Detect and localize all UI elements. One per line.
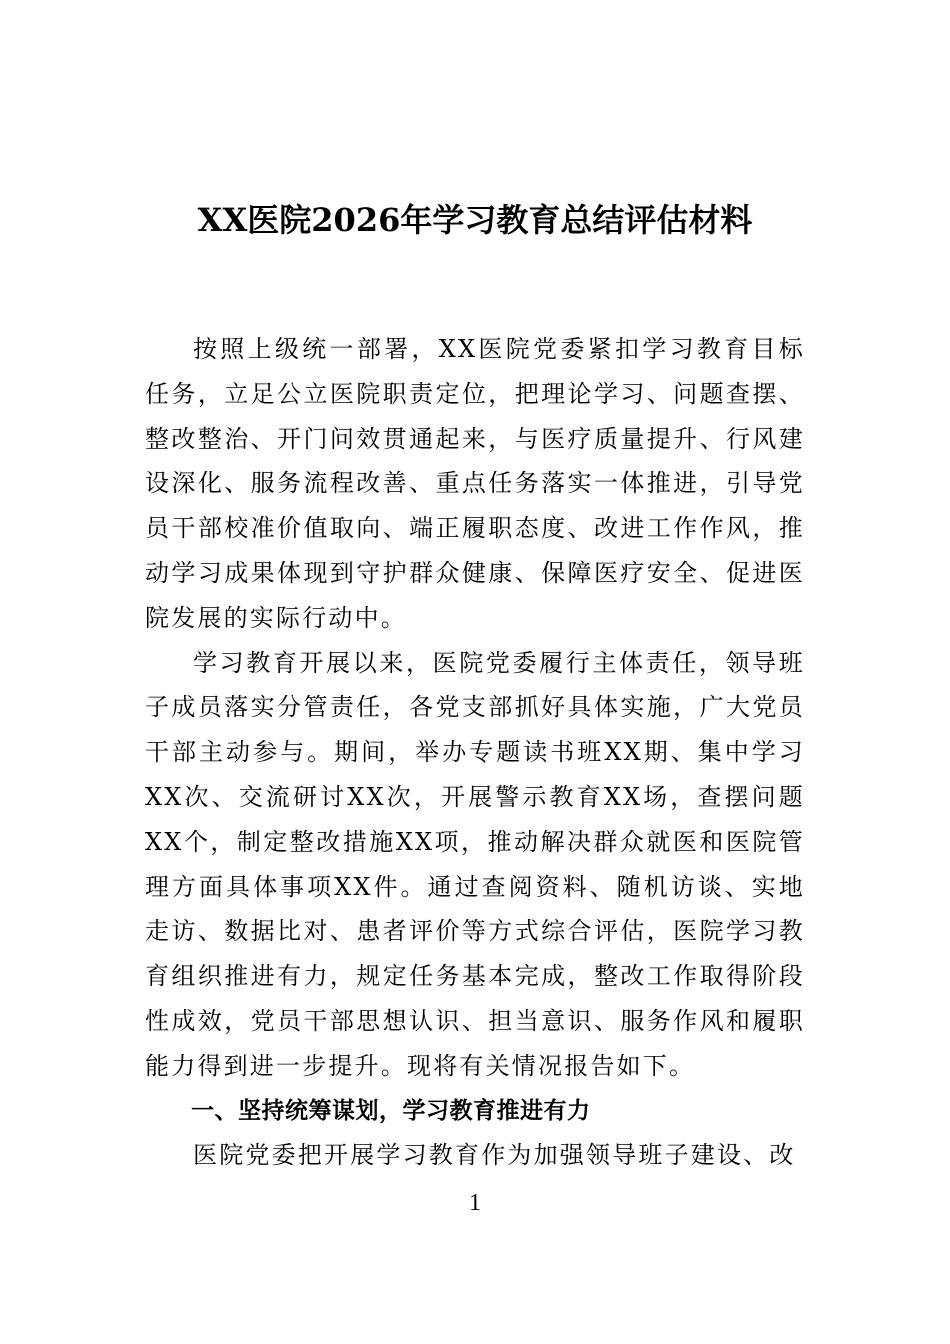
section-paragraph: 医院党委把开展学习教育作为加强领导班子建设、改 <box>193 1141 796 1170</box>
document-body <box>145 327 805 1178</box>
body-paragraph-1: 按照上级统一部署，XX医院党委紧扣学习教育目标任务，立足公立医院职责定位，把理论学习、问题查摆、整改整治、开门问效贯通起来，与医疗质量提升、行风建设深化、服务流程改善、重点任务落实一体推进，引导党员干部校准价值取向、端正履职态度、改进工作作风，推动学习成果体现到守护群众健康、保障医疗安全、促进医院发展的实际行动中。 <box>145 335 805 632</box>
body-paragraph-2: 学习教育开展以来，医院党委履行主体责任，领导班子成员落实分管责任，各党支部抓好具体实施，广大党员干部主动参与。期间，举办专题读书班XX期、集中学习XX次、交流研讨XX次，开展警示教育XX场，查摆问题XX个，制定整改措施XX项，推动解决群众就医和医院管理方面具体事项XX件。通过查阅资料、随机访谈、实地走访、数据比对、患者评价等方式综合评估，医院学习教育组织推进有力，规定任务基本完成，整改工作取得阶段性成效，党员干部思想认识、担当意识、服务作风和履职能力得到进一步提升。现将有关情况报告如下。 <box>145 648 805 1080</box>
document-title: XX医院2026年学习教育总结评估材料 <box>197 201 753 239</box>
section-heading: 一、坚持统筹谋划，学习教育推进有力 <box>191 1097 591 1124</box>
page-number: 1 <box>469 1190 481 1216</box>
